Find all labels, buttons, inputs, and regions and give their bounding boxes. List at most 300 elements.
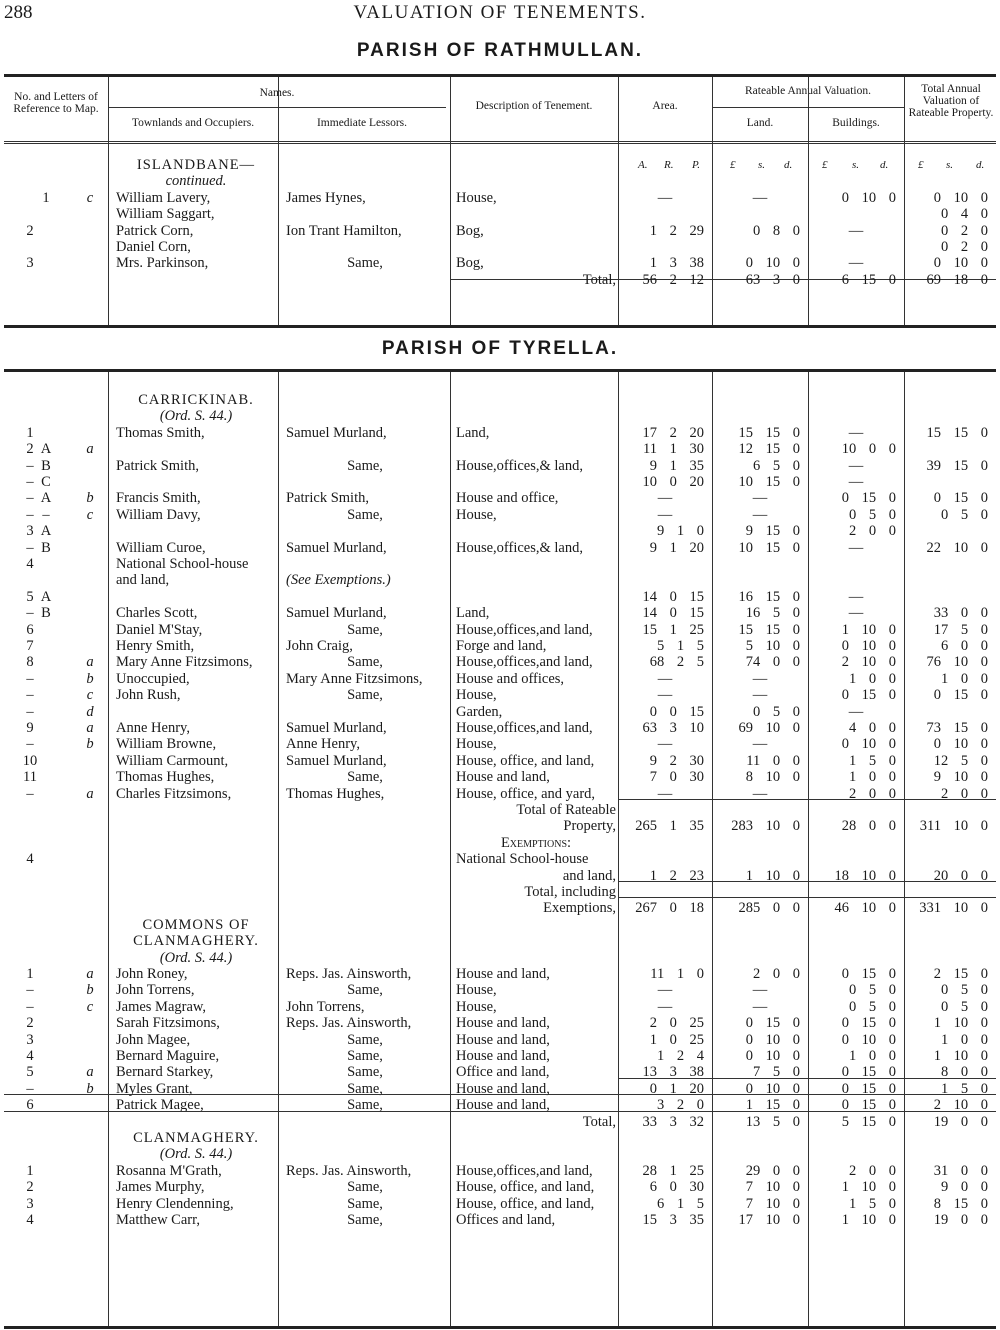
- immediate-lessor: Samuel Murland,: [286, 720, 387, 736]
- ref-number: 4: [26, 1212, 34, 1228]
- total-value: 1 10 0: [933, 1015, 988, 1032]
- area-value: 7 0 30: [649, 769, 704, 786]
- total-value: 33 0 0: [933, 605, 988, 622]
- ref-number: 3: [26, 255, 34, 272]
- area-value: —: [657, 506, 673, 523]
- buildings-value: 2 0 0: [849, 523, 896, 540]
- area-value: —: [657, 670, 673, 687]
- description: House, office, and yard,: [456, 785, 596, 802]
- occupier: James Murphy,: [116, 1179, 205, 1196]
- ref-number: –: [26, 736, 34, 753]
- description: Garden,: [456, 703, 503, 720]
- column-rule: [904, 372, 905, 1326]
- area-value: 0 0 15: [649, 703, 704, 720]
- buildings-value: —: [848, 457, 864, 474]
- area-value: 11 1 30: [643, 441, 704, 458]
- description: House, office, and land,: [456, 752, 595, 769]
- immediate-lessor: Samuel Murland,: [286, 539, 387, 556]
- description: House,: [456, 506, 497, 523]
- land-value: 1 10 0: [745, 867, 800, 884]
- ref-number: 2: [26, 1179, 34, 1196]
- area-value: 0 1 20: [649, 1080, 704, 1097]
- land-value: —: [752, 490, 768, 507]
- unit-label: d.: [976, 159, 985, 171]
- land-value: 0 10 0: [745, 1048, 800, 1064]
- land-value: 10 15 0: [738, 539, 800, 556]
- area-value: 5 1 5: [657, 638, 704, 654]
- land-value: —: [752, 670, 768, 687]
- total-value: 331 10 0: [919, 900, 988, 917]
- occupier: Henry Smith,: [116, 638, 195, 654]
- description: House and land,: [456, 1080, 550, 1097]
- buildings-value: 5 15 0: [841, 1113, 896, 1130]
- area-value: 265 1 35: [635, 818, 704, 835]
- occupier: William Carmount,: [116, 752, 229, 769]
- description: House,offices,and land,: [456, 621, 593, 638]
- ref-subletter: c: [86, 998, 94, 1015]
- occupier: John Magee,: [116, 1031, 191, 1048]
- ref-subletter: b: [86, 736, 94, 753]
- rule: [618, 799, 996, 800]
- total-value: 1 5 0: [941, 1080, 988, 1097]
- ref-subletter: a: [86, 720, 94, 736]
- description: House and land,: [456, 1015, 550, 1032]
- buildings-value: 0 10 0: [841, 638, 896, 654]
- land-value: 12 15 0: [738, 441, 800, 458]
- total-value: 0 15 0: [933, 687, 988, 704]
- land-value: 0 5 0: [753, 703, 800, 720]
- ref-letter: C: [41, 474, 51, 490]
- buildings-value: 1 10 0: [841, 1179, 896, 1196]
- area-value: 267 0 18: [635, 900, 704, 917]
- ref-number: 6: [26, 1097, 34, 1114]
- occupier: William Curoe,: [116, 539, 206, 556]
- parish-title-tyrella: PARISH OF TYRELLA.: [381, 338, 619, 359]
- unit-label: R.: [664, 159, 674, 171]
- buildings-value: 0 15 0: [841, 1080, 896, 1097]
- page-header: [0, 2, 1000, 26]
- unit-label: £: [918, 159, 924, 171]
- buildings-value: —: [848, 703, 864, 720]
- buildings-value: 0 5 0: [849, 982, 896, 999]
- ref-letter: A: [40, 490, 52, 507]
- total-value: 2 10 0: [933, 1097, 988, 1114]
- occupier: William Browne,: [116, 736, 217, 753]
- area-value: 1 2 23: [649, 867, 704, 884]
- immediate-lessor: Same,: [347, 687, 383, 704]
- column-rule: [278, 372, 279, 1326]
- buildings-value: 0 5 0: [849, 998, 896, 1015]
- land-value: —: [752, 982, 768, 999]
- description: Office and land,: [456, 1064, 550, 1081]
- buildings-value: 10 0 0: [841, 441, 896, 458]
- ref-number: 1: [26, 1162, 34, 1179]
- area-value: —: [657, 785, 673, 802]
- area-value: 15 1 25: [642, 621, 704, 638]
- total-value: 0 5 0: [941, 998, 988, 1015]
- land-value: 7 10 0: [745, 1179, 800, 1196]
- ref-number: –: [26, 785, 34, 802]
- total-value: 1 0 0: [941, 1031, 988, 1048]
- land-value: 10 15 0: [738, 474, 800, 490]
- occupier: CLANMAGHERY.: [133, 933, 259, 950]
- column-rule: [808, 372, 809, 1326]
- ref-number: –: [26, 490, 34, 507]
- ref-number: 1: [26, 424, 34, 441]
- description: Total of Rateable: [516, 802, 616, 818]
- buildings-value: —: [848, 605, 864, 622]
- parish-title-rathmullan: PARISH OF RATHMULLAN.: [356, 40, 644, 61]
- occupier: Francis Smith,: [116, 490, 201, 507]
- buildings-value: 6 15 0: [841, 271, 896, 288]
- area-value: 14 0 15: [642, 605, 704, 622]
- immediate-lessor: Same,: [347, 255, 383, 272]
- occupier: (Ord. S. 44.): [159, 1146, 233, 1163]
- rule: [618, 897, 996, 898]
- description: House,offices,and land,: [456, 654, 593, 671]
- immediate-lessor: Same,: [347, 621, 383, 638]
- ref-letter: –: [42, 506, 50, 523]
- description: Land,: [456, 605, 490, 622]
- description: House and land,: [456, 966, 550, 982]
- area-value: 3 2 0: [657, 1097, 704, 1114]
- total-value: 73 15 0: [926, 720, 988, 736]
- header-lessors: Immediate Lessors.: [316, 117, 408, 129]
- unit-label: s.: [852, 159, 860, 171]
- buildings-value: —: [848, 588, 864, 605]
- ref-number: –: [26, 539, 34, 556]
- buildings-value: 2 0 0: [849, 1162, 896, 1179]
- description: House and land,: [456, 1031, 550, 1048]
- description: House,offices,& land,: [456, 457, 583, 474]
- running-title: VALUATION OF TENEMENTS.: [353, 2, 647, 23]
- total-value: 0 2 0: [941, 222, 988, 239]
- total-value: 31 0 0: [933, 1162, 988, 1179]
- land-value: 15 15 0: [738, 621, 800, 638]
- immediate-lessor: Thomas Hughes,: [286, 785, 385, 802]
- immediate-lessor: John Torrens,: [286, 998, 365, 1015]
- immediate-lessor: Reps. Jas. Ainsworth,: [286, 966, 412, 982]
- ref-number: 9: [26, 720, 34, 736]
- ref-letter: B: [41, 605, 51, 622]
- land-value: —: [752, 998, 768, 1015]
- area-value: 6 0 30: [649, 1179, 704, 1196]
- occupier: (Ord. S. 44.): [159, 949, 233, 966]
- description: National School-house: [456, 851, 589, 868]
- land-value: 7 10 0: [745, 1195, 800, 1212]
- description: Bog,: [456, 222, 484, 239]
- occupier: CARRICKINAB.: [138, 392, 254, 408]
- total-value: 0 4 0: [941, 206, 988, 223]
- immediate-lessor: Same,: [347, 1179, 383, 1196]
- total-value: 1 10 0: [933, 1048, 988, 1064]
- description: House,: [456, 189, 497, 206]
- occupier: John Roney,: [116, 966, 188, 982]
- land-value: 69 10 0: [738, 720, 800, 736]
- land-value: 0 10 0: [745, 255, 800, 272]
- land-value: 7 5 0: [753, 1064, 800, 1081]
- unit-label: £: [730, 159, 736, 171]
- area-value: 9 1 35: [649, 457, 704, 474]
- immediate-lessor: Reps. Jas. Ainsworth,: [286, 1162, 412, 1179]
- area-value: 9 1 0: [657, 523, 704, 540]
- total-value: 0 10 0: [933, 189, 988, 206]
- column-rule: [108, 372, 109, 1326]
- total-value: 22 10 0: [926, 539, 988, 556]
- header-description: Description of Tenement.: [475, 100, 593, 112]
- occupier: COMMONS OF: [142, 916, 250, 933]
- immediate-lessor: Patrick Smith,: [286, 490, 369, 507]
- column-rule: [808, 77, 809, 325]
- occupier: William Saggart,: [116, 206, 215, 223]
- buildings-value: 1 0 0: [849, 769, 896, 786]
- unit-label: P.: [692, 159, 701, 171]
- occupier: Henry Clendenning,: [116, 1195, 234, 1212]
- rule: [618, 881, 996, 882]
- immediate-lessor: Same,: [347, 457, 383, 474]
- land-value: 17 10 0: [738, 1212, 800, 1228]
- occupier: Patrick Corn,: [116, 222, 194, 239]
- rule: [618, 1078, 996, 1079]
- buildings-value: 2 0 0: [849, 785, 896, 802]
- description: Property,: [563, 818, 616, 835]
- buildings-value: 0 15 0: [841, 1015, 896, 1032]
- total-value: 76 10 0: [926, 654, 988, 671]
- immediate-lessor: James Hynes,: [286, 189, 366, 206]
- immediate-lessor: Samuel Murland,: [286, 424, 387, 441]
- land-value: 2 0 0: [753, 966, 800, 982]
- immediate-lessor: Same,: [347, 982, 383, 999]
- buildings-value: —: [848, 255, 864, 272]
- buildings-value: 18 10 0: [834, 867, 896, 884]
- area-value: 10 0 20: [642, 474, 704, 490]
- occupier: Rosanna M'Grath,: [116, 1162, 222, 1179]
- immediate-lessor: Same,: [347, 506, 383, 523]
- column-rule: [904, 77, 905, 325]
- area-value: 33 3 32: [642, 1113, 704, 1130]
- immediate-lessor: Samuel Murland,: [286, 605, 387, 622]
- ref-subletter: a: [86, 441, 94, 458]
- area-value: 14 0 15: [642, 588, 704, 605]
- land-value: 13 5 0: [745, 1113, 800, 1130]
- immediate-lessor: Same,: [347, 1080, 383, 1097]
- total-value: 2 15 0: [933, 966, 988, 982]
- ref-subletter: b: [86, 490, 94, 507]
- rule: [4, 1094, 996, 1095]
- immediate-lessor: Same,: [347, 1212, 383, 1228]
- buildings-value: 1 5 0: [849, 1195, 896, 1212]
- description: Land,: [456, 424, 490, 441]
- column-rule: [450, 77, 451, 325]
- description: House and office,: [456, 490, 559, 507]
- area-value: 9 2 30: [649, 752, 704, 769]
- ref-subletter: a: [86, 966, 94, 982]
- buildings-value: 0 15 0: [841, 966, 896, 982]
- description: Forge and land,: [456, 638, 547, 654]
- total-value: 311 10 0: [919, 818, 988, 835]
- occupier: Mary Anne Fitzsimons,: [116, 654, 253, 671]
- occupier: Charles Fitzsimons,: [116, 785, 232, 802]
- land-value: 16 5 0: [745, 605, 800, 622]
- header-land: Land.: [746, 117, 774, 129]
- description: House,: [456, 687, 497, 704]
- column-rule: [712, 372, 713, 1326]
- column-rule: [618, 77, 619, 325]
- rule: [4, 1111, 996, 1112]
- header-ref: No. and Letters of Reference to Map.: [13, 91, 99, 115]
- total-value: 12 5 0: [933, 752, 988, 769]
- description: House,offices,and land,: [456, 720, 593, 736]
- area-value: 15 3 35: [642, 1212, 704, 1228]
- ref-number: –: [26, 670, 34, 687]
- land-value: —: [752, 189, 768, 206]
- buildings-value: 1 0 0: [849, 1048, 896, 1064]
- land-value: 63 3 0: [745, 271, 800, 288]
- occupier: Matthew Carr,: [116, 1212, 200, 1228]
- total-value: 9 0 0: [941, 1179, 988, 1196]
- ref-number: –: [26, 457, 34, 474]
- buildings-value: 28 0 0: [841, 818, 896, 835]
- occupier: James Magraw,: [116, 998, 207, 1015]
- occupier: (Ord. S. 44.): [159, 408, 233, 425]
- description: Total, including: [524, 884, 616, 900]
- description: and land,: [562, 867, 616, 884]
- description: House,: [456, 998, 497, 1015]
- immediate-lessor: Same,: [347, 1097, 383, 1114]
- valuation-table-rathmullan: [4, 74, 996, 328]
- description: House and land,: [456, 769, 550, 786]
- immediate-lessor: (See Exemptions.): [286, 572, 391, 589]
- ref-number: 3: [26, 523, 34, 540]
- unit-label: A.: [638, 159, 648, 171]
- ref-number: 4: [26, 851, 34, 868]
- immediate-lessor: Same,: [347, 1064, 383, 1081]
- occupier: Mrs. Parkinson,: [116, 255, 209, 272]
- occupier: Patrick Magee,: [116, 1097, 204, 1114]
- buildings-value: —: [848, 539, 864, 556]
- land-value: —: [752, 506, 768, 523]
- total-value: 15 15 0: [926, 424, 988, 441]
- description: House,offices,and land,: [456, 1162, 593, 1179]
- total-value: 0 10 0: [933, 736, 988, 753]
- buildings-value: 1 10 0: [841, 1212, 896, 1228]
- area-value: 68 2 5: [649, 654, 704, 671]
- area-value: —: [657, 189, 673, 206]
- total-value: 8 15 0: [933, 1195, 988, 1212]
- area-value: 17 2 20: [642, 424, 704, 441]
- column-rule: [278, 77, 279, 325]
- area-value: —: [657, 982, 673, 999]
- description: Bog,: [456, 255, 484, 272]
- total-value: 1 0 0: [941, 670, 988, 687]
- ref-number: 11: [23, 769, 37, 786]
- buildings-value: —: [848, 222, 864, 239]
- occupier: Thomas Hughes,: [116, 769, 215, 786]
- ref-number: 8: [26, 654, 34, 671]
- valuation-table-tyrella: [4, 369, 996, 1329]
- occupier: Sarah Fitzsimons,: [116, 1015, 220, 1032]
- ref-subletter: c: [86, 687, 94, 704]
- land-value: 0 10 0: [745, 1080, 800, 1097]
- immediate-lessor: John Craig,: [286, 638, 353, 654]
- buildings-value: 1 10 0: [841, 621, 896, 638]
- header-rav: Rateable Annual Valuation.: [745, 85, 871, 97]
- description: House,: [456, 736, 497, 753]
- immediate-lessor: Reps. Jas. Ainsworth,: [286, 1015, 412, 1032]
- buildings-value: 0 5 0: [849, 506, 896, 523]
- occupier: Daniel Corn,: [116, 239, 191, 255]
- area-value: —: [657, 998, 673, 1015]
- occupier: CLANMAGHERY.: [133, 1130, 259, 1146]
- ref-letter: 1: [42, 189, 50, 206]
- land-value: —: [752, 687, 768, 704]
- buildings-value: —: [848, 474, 864, 490]
- ref-number: 7: [26, 638, 34, 654]
- buildings-value: 0 15 0: [841, 490, 896, 507]
- ref-letter: B: [41, 457, 51, 474]
- header-total: Total Annual Valuation of Rateable Property.: [908, 83, 994, 119]
- total-value: 0 15 0: [933, 490, 988, 507]
- immediate-lessor: Mary Anne Fitzsimons,: [286, 670, 423, 687]
- ref-number: –: [26, 982, 34, 999]
- column-rule: [108, 77, 109, 325]
- description: Total,: [582, 1113, 616, 1130]
- occupier: William Lavery,: [116, 189, 211, 206]
- ref-number: –: [26, 605, 34, 622]
- column-rule: [618, 372, 619, 1326]
- ref-number: 10: [22, 752, 38, 769]
- area-value: 2 0 25: [649, 1015, 704, 1032]
- area-value: 1 2 29: [649, 222, 704, 239]
- occupier: Unoccupied,: [116, 670, 190, 687]
- buildings-value: 0 15 0: [841, 1064, 896, 1081]
- column-rule: [450, 372, 451, 1326]
- buildings-value: 2 10 0: [841, 654, 896, 671]
- ref-number: –: [26, 998, 34, 1015]
- description: House,: [456, 982, 497, 999]
- total-value: 69 18 0: [926, 271, 988, 288]
- total-value: 19 0 0: [933, 1212, 988, 1228]
- total-value: 6 0 0: [941, 638, 988, 654]
- ref-number: –: [26, 687, 34, 704]
- ref-subletter: b: [86, 1080, 94, 1097]
- description: Exemptions,: [543, 900, 616, 917]
- column-rule: [712, 77, 713, 325]
- immediate-lessor: Samuel Murland,: [286, 752, 387, 769]
- page-number: 288: [4, 2, 33, 23]
- ref-subletter: a: [86, 785, 94, 802]
- buildings-value: 0 10 0: [841, 189, 896, 206]
- immediate-lessor: Anne Henry,: [286, 736, 360, 753]
- area-value: 63 3 10: [642, 720, 704, 736]
- description: House,offices,& land,: [456, 539, 583, 556]
- header-names: Names.: [259, 87, 295, 99]
- ref-letter: A: [40, 523, 52, 540]
- total-value: 20 0 0: [933, 867, 988, 884]
- unit-label: s.: [758, 159, 766, 171]
- ref-number: 4: [26, 1048, 34, 1064]
- buildings-value: 1 5 0: [849, 752, 896, 769]
- occupier: John Torrens,: [116, 982, 195, 999]
- buildings-value: 46 10 0: [834, 900, 896, 917]
- occupier: ISLANDBANE—: [136, 157, 256, 173]
- area-value: —: [657, 687, 673, 704]
- total-value: 19 0 0: [933, 1113, 988, 1130]
- buildings-value: 4 0 0: [849, 720, 896, 736]
- occupier: John Rush,: [116, 687, 181, 704]
- ref-number: 2: [26, 222, 34, 239]
- unit-label: d.: [784, 159, 793, 171]
